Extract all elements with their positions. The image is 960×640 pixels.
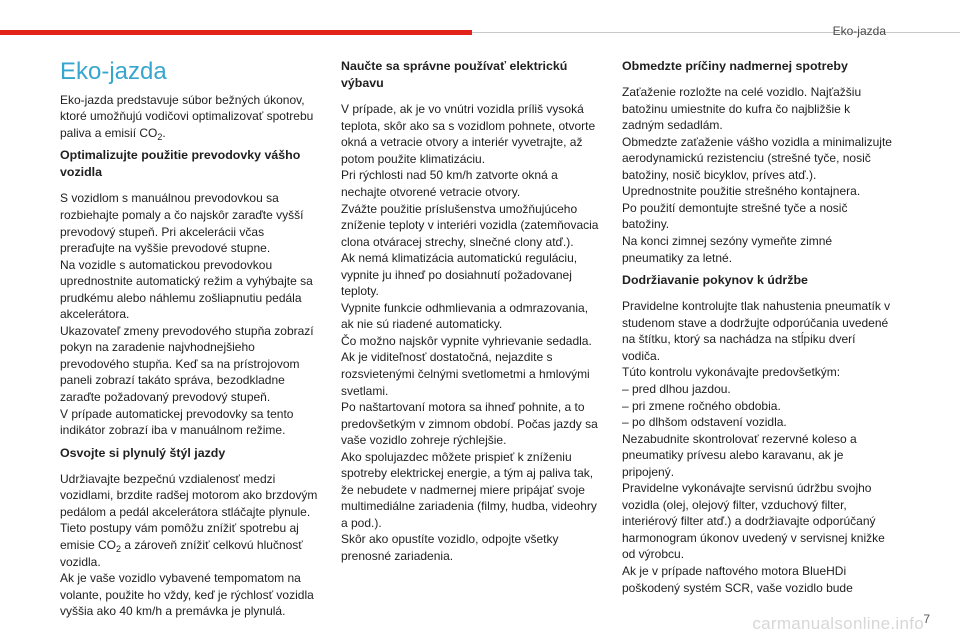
column-2 — [341, 58, 603, 571]
header-rule — [472, 32, 960, 33]
driving-style-text: Udržiavajte bezpečnú vzdialenosť medzi vozidlami, brzdite radšej motorom ako brzdovým pedálom a pedál akcelerátora stláčajte plynule. Tieto postupy vám pomôžu znížiť spotrebu aj emisie $CO_2$ a zároveň znížiť celkovú hlučnosť vozidla. Ak je vaše vozidlo vybavené tempomatom na volante, použite ho vždy, keď je rýchlosť vozidla vyššia ako 40 km/h a premávka je plynulá. — [60, 471, 318, 619]
header-accent-bar — [0, 30, 472, 35]
page-number: 7 — [923, 612, 930, 626]
electrical-heading: Naučte sa správne používať elektrickú výbavu — [341, 59, 568, 91]
driving-style-heading: Osvojte si plynulý štýl jazdy — [60, 445, 226, 460]
gearbox-section — [60, 147, 322, 438]
maintenance-heading: Dodržiavanie pokynov k údržbe — [622, 273, 808, 288]
column-1 — [60, 58, 322, 626]
consumption-heading: Obmedzte príčiny nadmernej spotreby — [622, 59, 848, 73]
electrical-section — [341, 58, 603, 565]
intro-section — [60, 92, 322, 142]
watermark: carmanualsonline.info — [752, 614, 924, 633]
electrical-text: V prípade, ak je vo vnútri vozidla príliš vysoká teplota, skôr ako sa s vozidlom pohnete, otvorte okná a vetracie otvory a interiér vyvetrajte, až potom použite klimatizáciu. Pri rýchlosti nad 50 km/h zatvorte okná a nechajte otvorené vetracie otvory. Zvážte použitie príslušenstva umožňujúceho zníženie teploty v interiéri vozidla (zatemňovacia clona otváracej strechy, slnečné clony atď.). Ak nemá klimatizácia automatickú reguláciu, vypnite ju ihneď po dosiahnutí požadovanej teploty. Vypnite funkcie odhmlievania a odmrazovania, ak nie sú riadené automaticky. Čo možno najskôr vypnite vyhrievanie sedadla. Ak je viditeľnosť dostatočná, nejazdite s rozsvietenými čelnými svetlometmi a hmlovými svetlami. Po naštartovaní motora sa ihneď pohnite, a to predovšetkým v zimnom období. Počas jazdy sa vaše vozidlo zohreje rýchlejšie. Ako spolujazdec môžete prispieť k zníženiu spotreby elektrickej energie, a tým aj paliva tak, že nebudete v nadmernej miere pripájať svoje multimediálne zariadenia (filmy, hudba, videohry a pod.). Skôr ako opustíte vozidlo, odpojte všetky prenosné zariadenia. — [341, 102, 599, 563]
gearbox-text: S vozidlom s manuálnou prevodovkou sa rozbiehajte pomaly a čo najskôr zaraďte vyšší prevodový stupeň. Pri akcelerácii včas preraďujte na vyššie prevodové stupne. Na vozidle s automatickou prevodovkou uprednostnite automatický režim a vyhýbajte sa prudkému alebo náhlemu zošliapnutiu pedála akcelerátora. Ukazovateľ zmeny prevodového stupňa zobrazí pokyn na zaradenie najvhodnejšieho prevodového stupňa. Keď sa na prístrojovom paneli zobrazí takáto správa, bezodkladne zaraďte požadovaný prevodový stupeň. V prípade automatickej prevodovky sa tento indikátor zobrazí iba v manuálnom režime. — [60, 191, 314, 438]
maintenance-text: Pravidelne kontrolujte tlak nahustenia pneumatík v studenom stave a dodržujte odporúčania uvedené na štítku, ktorý sa nachádza na stĺpiku dverí vodiča. Túto kontrolu vykonávajte predovšetkým: – pred dlhou jazdou. – pri zmene ročného obdobia. – po dlhšom odstavení vozidla. Nezabudnite skontrolovať rezervné koleso a pneumatiky prívesu alebo karavanu, ak je pripojený. Pravidelne vykonávajte servisnú údržbu svojho vozidla (olej, olejový filter, vzduchový filter, interiérový filter atď.) a dodržiavajte odporúčaný harmonogram úkonov uvedený v servisnej knižke od výrobcu. Ak je v prípade naftového motora BlueHDi poškodený systém SCR, vaše vozidlo bude — [622, 299, 891, 595]
maintenance-section — [622, 272, 892, 596]
running-header: Eko-jazda — [832, 24, 886, 38]
column-3 — [622, 58, 892, 602]
driving-style-section — [60, 445, 322, 620]
consumption-section — [622, 58, 892, 266]
page-title: Eko-jazda — [60, 58, 167, 85]
intro-text: Eko-jazda predstavuje súbor bežných úkonov, ktoré umožňujú vodičovi optimalizovať spotrebu paliva a emisií $CO_2$. — [60, 92, 314, 142]
consumption-text: Zaťaženie rozložte na celé vozidlo. Najťažšiu batožinu umiestnite do kufra čo najbližšie k zadným sedadlám. Obmedzte zaťaženie vášho vozidla a minimalizujte aerodynamickú rezistenciu (strešné tyče, nosič batožiny, nosič bicyklov, príves atď.). Uprednostnite použitie strešného kontajnera. Po použití demontujte strešné tyče a nosič batožiny. Na konci zimnej sezóny vymeňte zimné pneumatiky za letné. — [622, 85, 892, 265]
gearbox-heading: Optimalizujte použitie prevodovky vášho vozidla — [60, 148, 301, 180]
